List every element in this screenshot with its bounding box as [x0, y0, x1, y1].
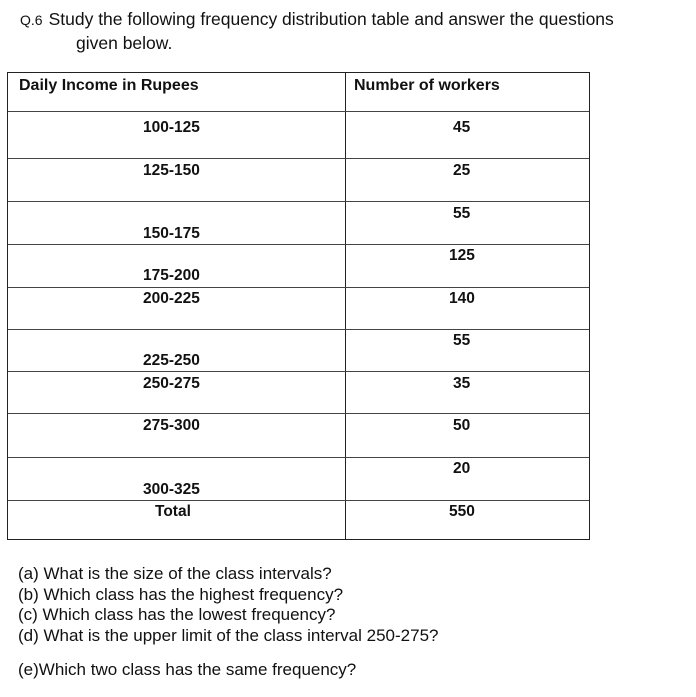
column-header-workers: Number of workers — [354, 77, 500, 94]
question-text-line2: given below. — [76, 33, 173, 53]
row-divider — [8, 287, 589, 288]
total-value: 550 — [449, 503, 475, 520]
column-header-income: Daily Income in Rupees — [19, 77, 199, 94]
question-text-line1: Study the following frequency distribution table and answer the questions — [48, 9, 614, 29]
column-divider — [345, 73, 346, 539]
question-number: Q.6 — [20, 12, 43, 28]
income-cell: 225-250 — [143, 352, 200, 369]
workers-cell: 50 — [453, 417, 471, 434]
row-divider — [8, 158, 589, 159]
question-b: (b) Which class has the highest frequency? — [18, 584, 344, 604]
frequency-table — [7, 72, 590, 540]
row-divider — [8, 500, 589, 501]
question-heading — [20, 8, 692, 55]
workers-cell: 140 — [449, 290, 475, 307]
income-cell: 250-275 — [143, 375, 200, 392]
income-cell: 175-200 — [143, 267, 200, 284]
income-cell: 125-150 — [143, 162, 200, 179]
question-d: (d) What is the upper limit of the class interval 250-275? — [18, 625, 439, 645]
income-cell: 275-300 — [143, 417, 200, 434]
income-cell: 200-225 — [143, 290, 200, 307]
workers-cell: 25 — [453, 162, 471, 179]
sub-questions — [18, 564, 688, 681]
question-a: (a) What is the size of the class intervals? — [18, 564, 332, 583]
workers-cell: 35 — [453, 375, 471, 392]
income-cell: 100-125 — [143, 119, 200, 136]
workers-cell: 20 — [453, 460, 471, 477]
income-cell: 300-325 — [143, 481, 200, 498]
row-divider — [8, 201, 589, 202]
income-cell: 150-175 — [143, 225, 200, 242]
row-divider — [8, 111, 589, 112]
question-e: (e)Which two class has the same frequency? — [18, 660, 357, 679]
row-divider — [8, 244, 589, 245]
workers-cell: 125 — [449, 247, 475, 264]
row-divider — [8, 457, 589, 458]
total-label: Total — [155, 503, 191, 520]
question-c: (c) Which class has the lowest frequency? — [18, 605, 336, 624]
row-divider — [8, 329, 589, 330]
workers-cell: 55 — [453, 205, 471, 222]
row-divider — [8, 413, 589, 414]
workers-cell: 55 — [453, 332, 471, 349]
workers-cell: 45 — [453, 119, 471, 136]
row-divider — [8, 371, 589, 372]
